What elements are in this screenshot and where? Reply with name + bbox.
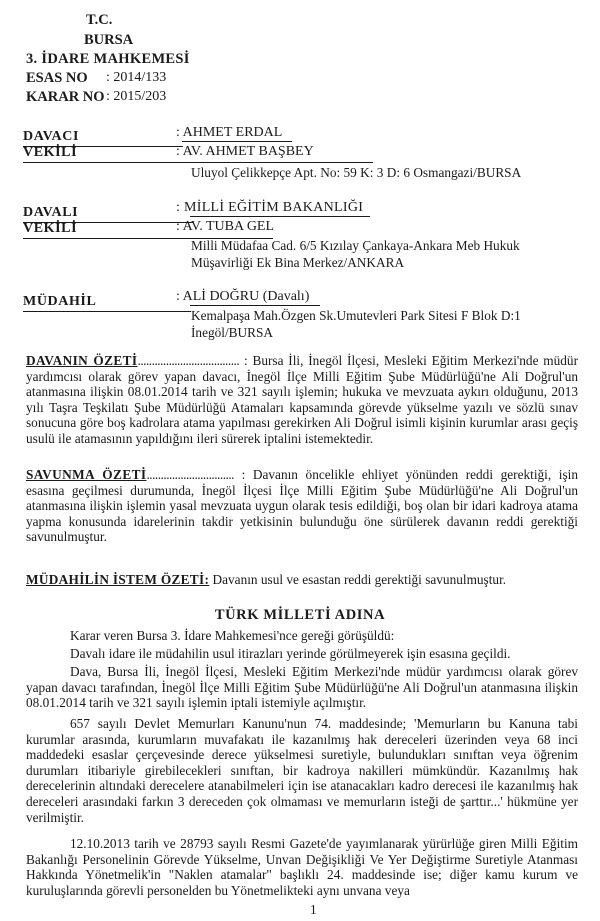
- davanin-ozeti-text: : Bursa İli, İnegöl İlçesi, Mesleki Eğitim Merkezi'nde müdür yardımcısı olarak görev yapan davacı, İnegöl İlçe Milli Eğitim Şube Müdürlüğü'ne Ali Doğrul'un atanmasına ilişkin 08.01.2014 tarih ve 321 sayılı işlemin; hukuka ve mevzuata aykırı olduğunu, 2013 yılı Taşra Teşkilatı Şube Müdürlüğü Atamaları kapsamında görevde yükselme yazılı ve sözlü sınav sonucuna göre boş kadrolara atama yapılması gerekirken Ali Doğrul isimli kişinin kurumlar arası geçiş usulü ile atamasının yapıldığını ileri sürerek iptalini istemektedir.: [26, 353, 579, 446]
- decision-p2: Davalı idare ile müdahilin usul itirazları yerinde görülmeyerek işin esasına geçildi.: [70, 646, 511, 661]
- vekil2-address-2: Müşavirliği Ek Bina Merkez/ANKARA: [191, 255, 405, 270]
- header-city: BURSA: [84, 32, 134, 48]
- vekil1-label: VEKİLİ: [23, 145, 78, 160]
- esas-value: : 2014/133: [106, 70, 167, 85]
- mudahil-address-2: İnegöl/BURSA: [191, 325, 274, 340]
- decision-p3: Dava, Bursa İli, İnegöl İlçesi, Mesleki Eğitim Merkezi'nde müdür yardımcısı olarak görev yapan davacı tarafından, İnegöl İlçe Milli Eğitim Şube Müdürlüğü'ne Ali Doğrul'un atanmasına ilişkin 08.01.2014 tarih ve 321 sayılı işlemin iptali istemiyle açılmıştır.: [26, 664, 578, 711]
- mudahil-value: : ALİ DOĞRU (Davalı): [176, 289, 310, 304]
- page-number: 1: [310, 902, 317, 917]
- karar-label: KARAR NO: [26, 89, 105, 105]
- vekil2-label: VEKİLİ: [23, 221, 78, 236]
- mudahil-value-underline: [190, 305, 320, 306]
- davaci-value: : AHMET ERDAL: [176, 125, 283, 140]
- vekil1-underline: [23, 162, 373, 163]
- esas-label: ESAS NO: [26, 70, 88, 86]
- decision-p1: Karar veren Bursa 3. İdare Mahkemesi'nce gereği görüşüldü:: [70, 628, 395, 643]
- davanin-ozeti-paragraph: [26, 353, 578, 447]
- decision-title: TÜRK MİLLETİ ADINA: [214, 607, 386, 623]
- davanin-ozeti-dots: ....................................: [137, 353, 240, 368]
- vekil2-value: : AV. TUBA GEL: [176, 219, 275, 234]
- karar-value: : 2015/203: [106, 89, 167, 104]
- vekil1-value: : AV. AHMET BAŞBEY: [176, 144, 314, 159]
- header-court: 3. İDARE MAHKEMESİ: [26, 51, 190, 67]
- davali-value-underline: [190, 216, 370, 217]
- savunma-ozeti-label: SAVUNMA ÖZETİ: [26, 467, 147, 482]
- davaci-label: DAVACI: [23, 129, 79, 144]
- mudahil-istem-line: [26, 572, 506, 588]
- decision-p4: 657 sayılı Devlet Memurları Kanunu'nun 74. maddesinde; 'Memurların bu Kanuna tabi kurumlar arasında, kurumların muvafakatı ile kazanılmış hak dereceleri üzerinden veya 68 inci maddedeki esaslar çerçevesinde derece yükselmesi suretiyle, bulundukları sınıftan veya öğrenim durumları itibariyle girebilecekleri sınıftan, bir kadroya nakilleri mümkündür. Kazanılmış hak derecelerinin altındaki derecelere atanabilmeleri için ise atanacakları kadro derecesi ile kazanılmış hak dereceleri arasındaki farkın 3 dereceden çok olmaması ve memurların isteği de şarttır...' hükmüne yer verilmiştir.: [26, 716, 578, 825]
- vekil2-address-1: Milli Müdafaa Cad. 6/5 Kızılay Çankaya-Ankara Meb Hukuk: [191, 238, 520, 253]
- mudahil-underline: [23, 311, 191, 312]
- mudahil-istem-text: Davanın usul ve esastan reddi gerektiği savunulmuştur.: [212, 572, 507, 587]
- savunma-ozeti-text: : Davanın öncelikle ehliyet yönünden reddi gerektiği, işin esasına geçilmesi durumunda, İnegöl İlçesi İlçe Milli Eğitim Şube Müdürlüğü'ne Ali Doğrul'un atanmasına ilişkin işlemin yasal mevzuata uygun olarak tesis edildiği, boş olan bir idari kadroya atama yapma konusunda idarelerinin takdir yetkisinin bulunduğu öne sürülerek davanın reddi gerektiği savunulmuştur.: [26, 467, 579, 545]
- vekil1-address: Uluyol Çelikkepçe Apt. No: 59 K: 3 D: 6 Osmangazi/BURSA: [191, 165, 522, 180]
- davaci-value-underline: [182, 141, 292, 142]
- savunma-ozeti-paragraph: [26, 467, 578, 545]
- davali-label: DAVALI: [23, 205, 79, 220]
- savunma-ozeti-dots: ...............................: [146, 467, 234, 482]
- header-tc: T.C.: [86, 12, 113, 28]
- davali-value: : MİLLİ EĞİTİM BAKANLIĞI: [176, 200, 364, 215]
- mudahil-label: MÜDAHİL: [23, 294, 97, 309]
- decision-p5: 12.10.2013 tarih ve 28793 sayılı Resmi Gazete'de yayımlanarak yürürlüğe giren Milli Eğitim Bakanlığı Personelinin Görevde Yükselme, Unvan Değişikliği Ve Yer Değiştirme Suretiyle Atanması Hakkında Yönetmelik'in "Naklen atamalar" başlıklı 24. maddesinde ise; diğer kamu kurum ve kuruluşlarında görevli personelden bu Yönetmelikteki aynı unvana veya: [26, 836, 578, 898]
- mudahil-istem-label: MÜDAHİLİN İSTEM ÖZETİ:: [26, 572, 210, 587]
- davanin-ozeti-label: DAVANIN ÖZETİ: [26, 353, 138, 368]
- mudahil-address-1: Kemalpaşa Mah.Özgen Sk.Umutevleri Park Sitesi F Blok D:1: [191, 308, 521, 323]
